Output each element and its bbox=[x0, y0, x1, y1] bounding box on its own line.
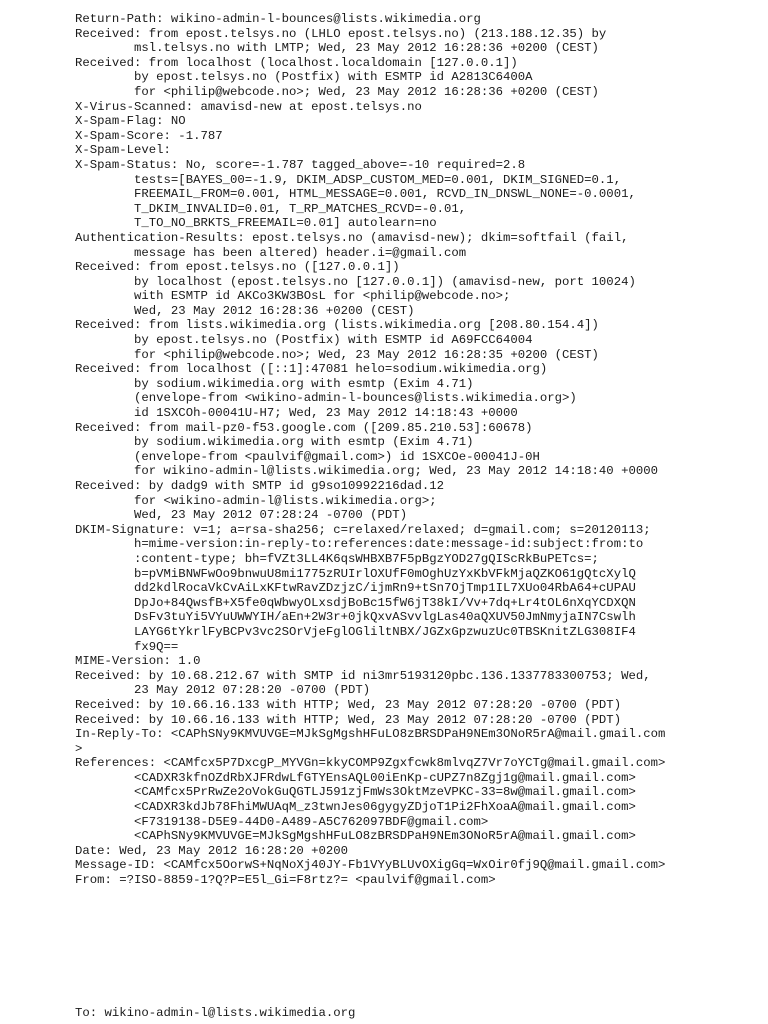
header-line: for wikino-admin-l@lists.wikimedia.org; Wed, 23 May 2012 14:18:40 +0000 bbox=[75, 464, 658, 479]
header-line: by sodium.wikimedia.org with esmtp (Exim 4.71) bbox=[75, 376, 474, 391]
header-line: T_TO_NO_BRKTS_FREEMAIL=0.01] autolearn=no bbox=[75, 216, 437, 231]
header-line: (envelope-from <paulvif@gmail.com>) id 1SXCOe-00041J-0H bbox=[75, 449, 540, 464]
header-line: msl.telsys.no with LMTP; Wed, 23 May 2012 16:28:36 +0200 (CEST) bbox=[75, 41, 599, 56]
header-line: for <philip@webcode.no>; Wed, 23 May 2012 16:28:35 +0200 (CEST) bbox=[75, 347, 599, 362]
header-line: X-Spam-Status: No, score=-1.787 tagged_above=-10 required=2.8 bbox=[75, 157, 526, 172]
header-line: by epost.telsys.no (Postfix) with ESMTP id A69FCC64004 bbox=[75, 333, 533, 348]
header-line: <CADXR3kdJb78FhiMWUAqM_z3twnJes06gygyZDjoT1Pi2FhXoaA@mail.gmail.com> bbox=[75, 800, 636, 815]
header-line: Received: by 10.66.16.133 with HTTP; Wed, 23 May 2012 07:28:20 -0700 (PDT) bbox=[75, 697, 622, 712]
header-line: Message-ID: <CAMfcx5OorwS+NqNoXj40JY-Fb1VYyBLUvOXigGq=WxOir0fj9Q@mail.gmail.com> bbox=[75, 858, 666, 873]
raw-email-headers bbox=[75, 12, 755, 888]
header-line: Received: from lists.wikimedia.org (lists.wikimedia.org [208.80.154.4]) bbox=[75, 318, 599, 333]
header-line: Date: Wed, 23 May 2012 16:28:20 +0200 bbox=[75, 843, 349, 858]
header-line: h=mime-version:in-reply-to:references:date:message-id:subject:from:to bbox=[75, 537, 644, 552]
header-line: DsFv3tuYi5VYuUWWYIH/aEn+2W3r+0jkQxvASvvlgLas40aQXUV50JmNmyjaIN7Cswlh bbox=[75, 610, 636, 625]
header-line: by sodium.wikimedia.org with esmtp (Exim 4.71) bbox=[75, 435, 474, 450]
header-line: X-Virus-Scanned: amavisd-new at epost.telsys.no bbox=[75, 99, 422, 114]
header-line: tests=[BAYES_00=-1.9, DKIM_ADSP_CUSTOM_MED=0.001, DKIM_SIGNED=0.1, bbox=[75, 172, 622, 187]
header-line: > bbox=[75, 741, 83, 756]
header-line: <CADXR3kfnOZdRbXJFRdwLfGTYEnsAQL00iEnKp-cUPZ7n8Zgj1g@mail.gmail.com> bbox=[75, 770, 636, 785]
header-line: Received: from localhost (localhost.localdomain [127.0.0.1]) bbox=[75, 55, 518, 70]
header-line: Return-Path: wikino-admin-l-bounces@lists.wikimedia.org bbox=[75, 12, 481, 26]
header-line: References: <CAMfcx5P7DxcgP_MYVGn=kkyCOMP9Zgxfcwk8mlvqZ7Vr7oYCTg@mail.gmail.com> bbox=[75, 756, 666, 771]
header-line: Received: from epost.telsys.no ([127.0.0.1]) bbox=[75, 260, 400, 275]
header-line: Authentication-Results: epost.telsys.no (amavisd-new); dkim=softfail (fail, bbox=[75, 230, 629, 245]
header-line: :content-type; bh=fVZt3LL4K6qsWHBXB7F5pBgzYOD27gQIScRkBuPETcs=; bbox=[75, 551, 599, 566]
header-line: LAYG6tYkrlFyBCPv3vc2SOrVjeFglOGliltNBX/JGZxGpzwuzUc0TBSKnitZLG308IF4 bbox=[75, 624, 636, 639]
header-line: Wed, 23 May 2012 16:28:36 +0200 (CEST) bbox=[75, 303, 415, 318]
header-line: <CAMfcx5PrRwZe2oVokGuQGTLJ591zjFmWs3OktMzeVPKC-33=8w@mail.gmail.com> bbox=[75, 785, 636, 800]
header-line: message has been altered) header.i=@gmail.com bbox=[75, 245, 467, 260]
header-line: MIME-Version: 1.0 bbox=[75, 654, 201, 669]
header-line: by localhost (epost.telsys.no [127.0.0.1]) (amavisd-new, port 10024) bbox=[75, 274, 636, 289]
header-line: X-Spam-Flag: NO bbox=[75, 114, 186, 129]
header-line: for <wikino-admin-l@lists.wikimedia.org>; bbox=[75, 493, 437, 508]
header-line: Received: by 10.66.16.133 with HTTP; Wed, 23 May 2012 07:28:20 -0700 (PDT) bbox=[75, 712, 622, 727]
header-line: 23 May 2012 07:28:20 -0700 (PDT) bbox=[75, 683, 371, 698]
header-line: X-Spam-Score: -1.787 bbox=[75, 128, 223, 143]
header-line: fx9Q== bbox=[75, 639, 179, 654]
header-line: DKIM-Signature: v=1; a=rsa-sha256; c=relaxed/relaxed; d=gmail.com; s=20120113; bbox=[75, 522, 651, 537]
header-line: Received: from mail-pz0-f53.google.com ([209.85.210.53]:60678) bbox=[75, 420, 533, 435]
header-line: (envelope-from <wikino-admin-l-bounces@lists.wikimedia.org>) bbox=[75, 391, 577, 406]
header-line: From: =?ISO-8859-1?Q?P=E5l_Gi=F8rtz?= <paulvif@gmail.com> bbox=[75, 873, 496, 888]
to-header-line: To: wikino-admin-l@lists.wikimedia.org bbox=[75, 1006, 356, 1020]
header-line: b=pVMiBNWFwOo9bnwuU8mi1775zRUIrlOXUfF0mOghUzYxKbVFkMjaQZKO61gQtcXylQ bbox=[75, 566, 636, 581]
header-line: with ESMTP id AKCo3KW3BOsL for <philip@webcode.no>; bbox=[75, 289, 511, 304]
header-line: Received: by 10.68.212.67 with SMTP id ni3mr5193120pbc.136.1337783300753; Wed, bbox=[75, 668, 651, 683]
header-line: DpJo+84QwsfB+X5fe0qWbwyOLxsdjBoBc15fW6jT38kI/Vv+7dq+Lr4tOL6nXqYCDXQN bbox=[75, 595, 636, 610]
header-line: T_DKIM_INVALID=0.01, T_RP_MATCHES_RCVD=-0.01, bbox=[75, 201, 467, 216]
header-line: Received: from localhost ([::1]:47081 helo=sodium.wikimedia.org) bbox=[75, 362, 548, 377]
header-line: FREEMAIL_FROM=0.001, HTML_MESSAGE=0.001, RCVD_IN_DNSWL_NONE=-0.0001, bbox=[75, 187, 636, 202]
header-line: X-Spam-Level: bbox=[75, 143, 171, 158]
header-line: Received: from epost.telsys.no (LHLO epost.telsys.no) (213.188.12.35) by bbox=[75, 26, 607, 41]
email-header-page bbox=[75, 12, 755, 888]
header-line: In-Reply-To: <CAPhSNy9KMVUVGE=MJkSgMgshHFuLO8zBRSDPaH9NEm3ONoR5rA@mail.gmail.com bbox=[75, 727, 666, 742]
header-line: dd2kdlRocaVkCvAiLxKFtwRavZDzjzC/ijmRn9+tSn7OjTmp1IL7XUo04RbA64+cUPAU bbox=[75, 581, 636, 596]
header-line: by epost.telsys.no (Postfix) with ESMTP id A2813C6400A bbox=[75, 70, 533, 85]
header-line: <CAPhSNy9KMVUVGE=MJkSgMgshHFuLO8zBRSDPaH9NEm3ONoR5rA@mail.gmail.com> bbox=[75, 829, 636, 844]
header-line: id 1SXCOh-00041U-H7; Wed, 23 May 2012 14:18:43 +0000 bbox=[75, 406, 518, 421]
header-line: Received: by dadg9 with SMTP id g9so10992216dad.12 bbox=[75, 479, 444, 493]
header-line: for <philip@webcode.no>; Wed, 23 May 2012 16:28:36 +0200 (CEST) bbox=[75, 84, 599, 99]
header-line: <F7319138-D5E9-44D0-A489-A5C762097BDF@gmail.com> bbox=[75, 814, 489, 829]
header-line: Wed, 23 May 2012 07:28:24 -0700 (PDT) bbox=[75, 508, 408, 523]
